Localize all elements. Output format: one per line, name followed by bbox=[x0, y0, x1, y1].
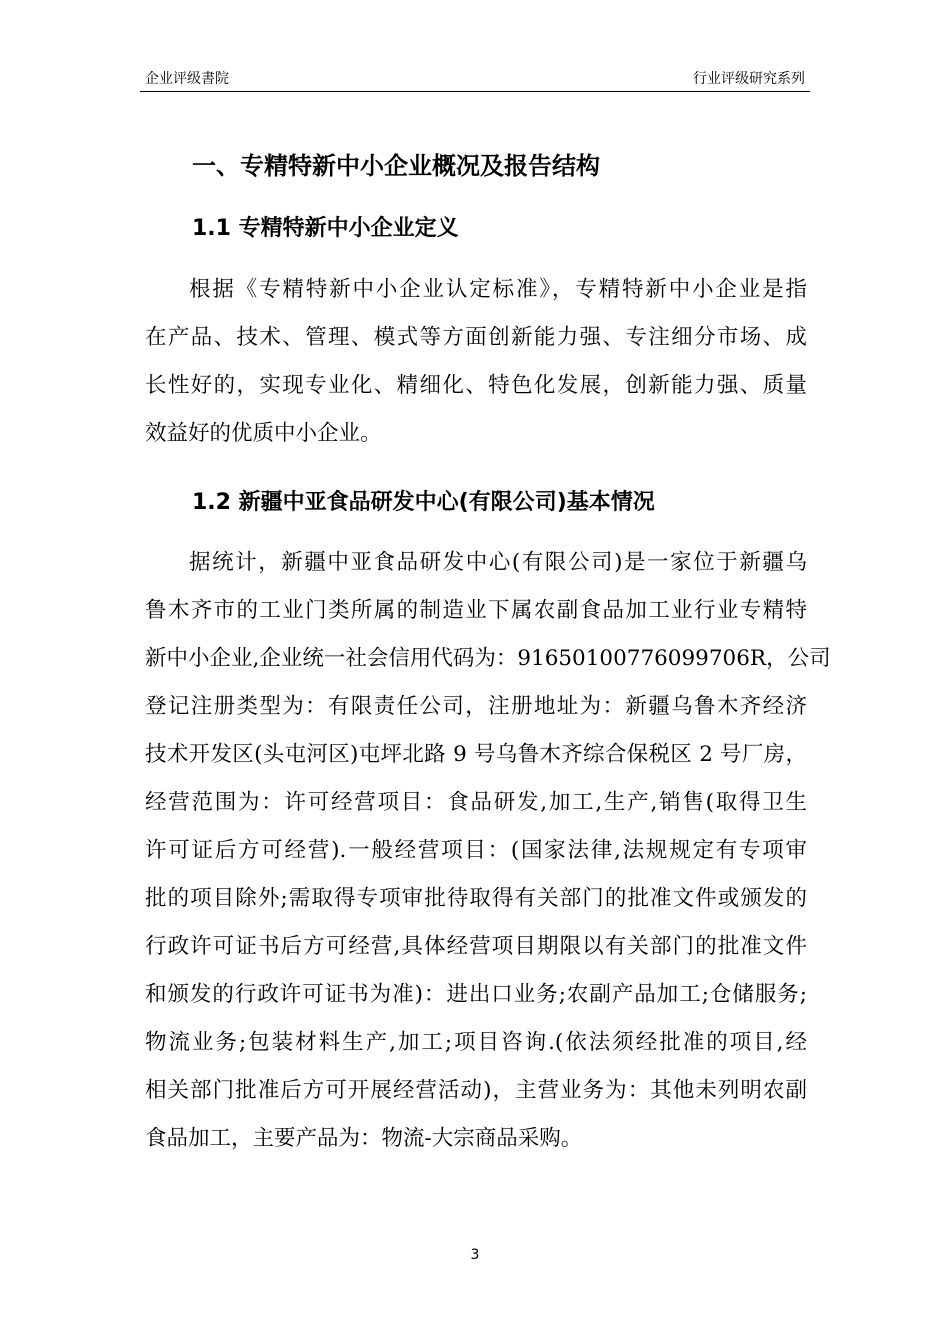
paragraph-line: 据统计，新疆中亚食品研发中心(有限公司)是一家位于新疆乌 bbox=[189, 550, 807, 575]
heading-1-1: 1.1 专精特新中小企业定义 bbox=[192, 216, 459, 241]
paragraph-line: 效益好的优质中小企业。 bbox=[145, 421, 382, 446]
paragraph-line: 根据《专精特新中小企业认定标准》，专精特新中小企业是指 bbox=[189, 277, 807, 302]
paragraph-line: 登记注册类型为：有限责任公司，注册地址为：新疆乌鲁木齐经济 bbox=[145, 694, 807, 719]
paragraph-line: 长性好的，实现专业化、精细化、特色化发展，创新能力强、质量 bbox=[145, 373, 807, 398]
header-right-text: 行业评级研究系列 bbox=[693, 71, 805, 87]
paragraph-line: 新中小企业,企业统一社会信用代码为：91650100776099706R，公司 bbox=[145, 646, 831, 671]
paragraph-line: 相关部门批准后方可开展经营活动)，主营业务为：其他未列明农副 bbox=[145, 1078, 807, 1103]
paragraph-line: 技术开发区(头屯河区)屯坪北路 9 号乌鲁木齐综合保税区 2 号厂房， bbox=[145, 742, 807, 767]
paragraph-line: 在产品、技术、管理、模式等方面创新能力强、专注细分市场、成 bbox=[145, 325, 807, 350]
paragraph-line: 鲁木齐市的工业门类所属的制造业下属农副食品加工业行业专精特 bbox=[145, 598, 807, 623]
paragraph-line: 物流业务;包装材料生产,加工;项目咨询.(依法须经批准的项目,经 bbox=[145, 1030, 807, 1055]
paragraph-line: 食品加工，主要产品为：物流-大宗商品采购。 bbox=[145, 1126, 583, 1151]
paragraph-line: 许可证后方可经营).一般经营项目：(国家法律,法规规定有专项审 bbox=[145, 838, 807, 863]
paragraph-line: 批的项目除外;需取得专项审批待取得有关部门的批准文件或颁发的 bbox=[145, 886, 807, 911]
section-title: 一、专精特新中小企业概况及报告结构 bbox=[192, 152, 600, 180]
heading-1-2: 1.2 新疆中亚食品研发中心(有限公司)基本情况 bbox=[192, 490, 655, 515]
paragraph-definition bbox=[145, 266, 807, 458]
paragraph-line: 和颁发的行政许可证书为准)：进出口业务;农副产品加工;仓储服务; bbox=[145, 982, 807, 1007]
page-number: 3 bbox=[470, 1247, 480, 1263]
paragraph-line: 经营范围为：许可经营项目：食品研发,加工,生产,销售(取得卫生 bbox=[145, 790, 807, 815]
header-divider bbox=[140, 91, 810, 92]
header-left-text: 企业评级書院 bbox=[145, 71, 229, 87]
paragraph-company-info bbox=[145, 539, 831, 1163]
paragraph-line: 行政许可证书后方可经营,具体经营项目期限以有关部门的批准文件 bbox=[145, 934, 807, 959]
